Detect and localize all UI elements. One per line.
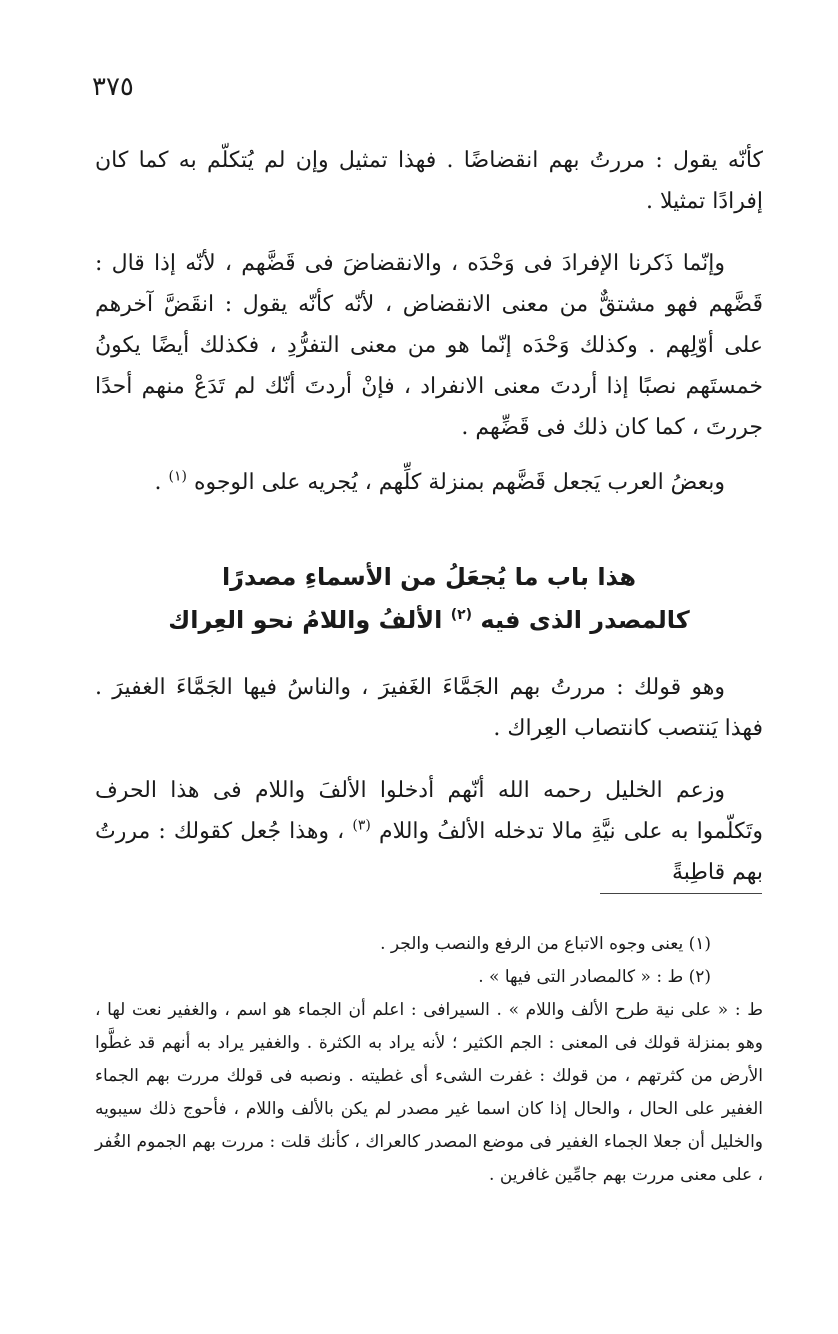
footnote-1: (١) يعنى وجوه الاتباع من الرفع والنصب والجر . bbox=[380, 934, 711, 954]
footnote-ref-2: (٢) bbox=[450, 607, 473, 623]
footnotes bbox=[95, 928, 763, 1192]
chapter-heading-line-2-a: كالمصدر الذى فيه bbox=[480, 606, 690, 634]
chapter-heading-line-1: هذا باب ما يُجعَلُ من الأسماءِ مصدرًا bbox=[221, 563, 637, 591]
footnote-divider bbox=[600, 893, 762, 894]
paragraph-4: وهو قولك : مررتُ بهم الجَمَّاءَ الغَفيرَ ، والناسُ فيها الجَمَّاءَ الغفيرَ . فهذا يَنتصب كانتصاب العِراك . bbox=[95, 675, 763, 741]
paragraph-3 bbox=[95, 462, 763, 503]
page-number: ٣٧٥ bbox=[92, 72, 134, 102]
footnote-3: ط : « على نية طرح الألف واللام » . السيرافى : اعلم أن الجماء هو اسم ، والغفير نعت لها ، وهو بمنزلة قولك فى المعنى : الجم الكثير ؛ لأنه يراد به الكثرة . والغفير يراد به أنهم قد غطَّوا الأرض من كثرتهم ، من قولك : غفرت الشىء أى غطيته . ونصبه فى قولك مررت بهم الجماء الغفير على الحال ، والحال إذا كان اسما غير مصدر لم يكن بالألف واللام ، فأحوج ذلك سيبويه والخليل أن جعلا الجماء الغفير فى موضع المصدر كالعراك ، كأنك قلت : مررت بهم الجموم الغُفر ، على معنى مررت بهم جامِّين غافرين . bbox=[95, 1000, 763, 1185]
footnote-2: (٢) ط : « كالمصادر التى فيها » . bbox=[478, 967, 711, 987]
footnote-ref-3: (٣) bbox=[352, 817, 371, 834]
paragraph-1: كأنّه يقول : مررتُ بهم انقضاضًا . فهذا تمثيل وإن لم يُتكلّم به كما كان إفرادًا تمثيلا . bbox=[95, 148, 763, 214]
footnote-ref-1: (١) bbox=[168, 468, 187, 485]
paragraph-3-end: . bbox=[154, 470, 162, 495]
paragraph-5 bbox=[95, 770, 763, 893]
chapter-heading-line-2-b: الألفُ واللامُ نحو العِراك bbox=[168, 606, 443, 634]
paragraph-3-text: وبعضُ العرب يَجعل قَضَّهم بمنزلة كلِّهم ، يُجريه على الوجوه bbox=[193, 470, 725, 495]
paragraph-5-text-b: ، وهذا جُعل كقولك : مررتُ بهم قاطِبةً bbox=[95, 819, 763, 885]
paragraph-2: وإنّما ذَكرنا الإفرادَ فى وَحْدَه ، والانقضاضَ فى قَضَّهم ، لأنّه إذا قال : قَضَّهم فهو مشتقٌّ من معنى الانقضاض ، لأنّه كأنّه يقول : انقَضَّ آخرهم على أوّلِهم . وكذلك وَحْدَه إنّما هو من معنى التفرُّدِ ، فكذلك أيضًا يكونُ خمستَهم نصبًا إذا أردتَ معنى الانفراد ، فإنْ أردتَ أنّك لم تَدَعْ منهم أحدًا جررتَ ، كما كان ذلك فى قَضِّهم . bbox=[95, 251, 763, 440]
chapter-heading-line-2 bbox=[95, 598, 763, 642]
paragraph-5-text-a: وزعم الخليل رحمه الله أنّهم أدخلوا الألفَ واللام فى هذا الحرف وتَكلّموا به على نيَّةِ مالا تدخله الألفُ واللام bbox=[95, 778, 763, 844]
